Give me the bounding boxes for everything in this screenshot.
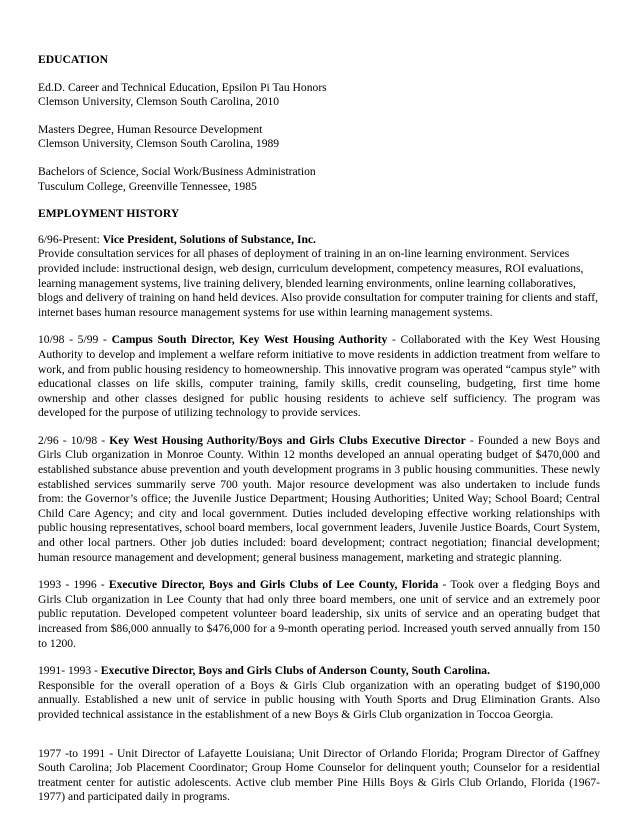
job-dates: 10/98 - 5/99 - [38,333,112,347]
degree: Ed.D. Career and Technical Education, Epsilon Pi Tau Honors [38,80,327,94]
education-entry [38,123,600,152]
job-title: Key West Housing Authority/Boys and Girls Clubs Executive Director [109,433,466,447]
school: Clemson University, Clemson South Carolina, 1989 [38,137,280,151]
education-heading: EDUCATION [38,53,108,66]
degree: Masters Degree, Human Resource Development [38,122,263,136]
job-description: Unit Director of Lafayette Louisiana; Unit Director of Orlando Florida; Program Director of Gaffney South Carolina; Job Placement Coordinator; Group Home Counselor for delinquent youth; Counselor for a residential treatment center for autistic adolescents. Active club member Pine Hills Boys & Girls Club Orlando, Florida (1967-1977) and participated daily in programs. [38,746,600,804]
job-dates: 1977 -to 1991 - [38,746,118,760]
education-entry [38,81,600,110]
job-dates: 2/96 - 10/98 - [38,433,110,447]
job-title: Executive Director, Boys and Girls Clubs of Lee County, Florida [108,578,439,592]
job-title: Executive Director, Boys and Girls Clubs of Anderson County, South Carolina. [100,664,490,678]
job-dates: 1993 - 1996 - [38,578,109,592]
job-description: Responsible for the overall operation of a Boys & Girls Club organization with an operating budget of $190,000 annually. Established a new unit of service in public housing with Youth Sports and Drug Elimination Grants. Also provided technical assistance in the establishment of a new Boys & Girls Club organization in Toccoa Georgia. [38,678,600,721]
job-dates: 1991- 1993 - [38,664,101,678]
job-entry [38,747,600,805]
degree: Bachelors of Science, Social Work/Business Administration [38,164,316,178]
school: Tusculum College, Greenville Tennessee, 1985 [38,179,257,193]
job-description: Provide consultation services for all phases of deployment of training in an on-line learning environment. Services provided include: instructional design, web design, curriculum development, competency measures, ROI evaluations, learning management systems, live training delivery, blended learning environments, online learning collaboratives, blogs and delivery of training on hand held devices. Also provide consultation for computer training for clients and staff, internet bases human resource management systems for use within learning management systems. [38,247,599,319]
job-description: - Collaborated with the Key West Housing Authority to develop and implement a welfare reform initiative to move residents in addiction treatment from welfare to work, and from public housing residency to homeownership. This innovative program was operated “campus style” with educational classes on life skills, computer training, family skills, credit counseling, budgeting, first time home ownership and other classes designed for public housing residents to achieve self sufficiency. The program was developed for the purpose of utilizing technology to provide services. [38,333,600,420]
job-description: - Founded a new Boys and Girls Club organization in Monroe County. Within 12 months developed an annual operating budget of $470,000 and established substance abuse prevention and youth development programs in 3 public housing communities. These newly established services summarily serve 700 youth. Major resource development was also undertaken to include funds from: the Governor’s office; the Juvenile Justice Department; Housing Authorities; United Way; School Board; Central Child Care Agency; and city and local government. Duties included developing effective working relationships with public housing representatives, school board members, local government leaders, Juvenile Justice Boards, Court System, and other local partners. Other job duties included: board development; contract negotiation; financial development; human resource management and development; general business management, marketing and strategic planning. [38,433,600,564]
job-title: Vice President, Solutions of Substance, Inc. [102,232,316,246]
job-description: - Took over a fledging Boys and Girls Club organization in Lee County that had only three board members, one unit of service and an extremely poor public reputation. Developed competent volunteer board leadership, six units of service and an operating budget that increased from $86,000 annually to $476,000 for a 9-month operating period. Increased youth served annually from 150 to 1200. [38,578,600,650]
job-title: Campus South Director, Key West Housing Authority [111,333,388,347]
job-entry [38,664,600,722]
job-entry [38,434,600,565]
school: Clemson University, Clemson South Carolina, 2010 [38,95,280,109]
job-entry [38,233,600,321]
education-entry [38,165,600,194]
job-entry [38,333,600,421]
job-dates: 6/96-Present: [38,232,103,246]
job-entry [38,578,600,651]
employment-heading: EMPLOYMENT HISTORY [38,207,180,221]
